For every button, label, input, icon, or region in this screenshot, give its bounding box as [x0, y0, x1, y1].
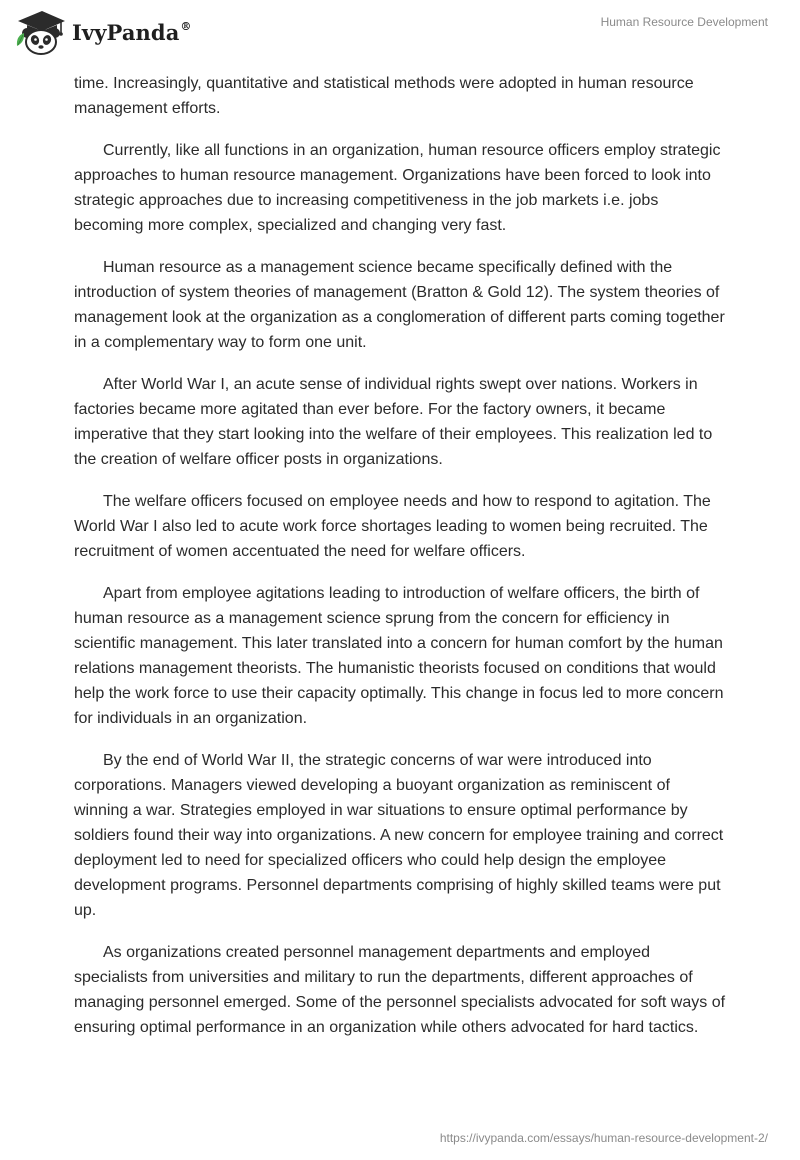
paragraph: Currently, like all functions in an organization, human resource officers employ strategic approaches to human resource management. Organizations have been forced to look into strategic approaches due to increasing competitiveness in the job markets i.e. jobs becoming more complex, specialized and changing very fast. [74, 142, 721, 234]
registered-mark: ® [180, 19, 192, 33]
essay-body [74, 71, 726, 1057]
paragraph: The welfare officers focused on employee needs and how to respond to agitation. The World War I also led to acute work force shortages leading to women being recruited. The recruitment of women accentuated the need for welfare officers. [74, 493, 711, 560]
running-title: Human Resource Development [600, 15, 768, 29]
logo-text: IvyPanda® [72, 19, 192, 45]
paragraph: As organizations created personnel management departments and employed specialists from universities and military to run the departments, different approaches of managing personnel emerged. Some of the personnel specialists advocated for soft ways of ensuring optimal performance in an organization while others advocated for hard tactics. [74, 944, 726, 1036]
paragraph: time. Increasingly, quantitative and statistical methods were adopted in human resource management efforts. [74, 75, 694, 117]
paragraph: Human resource as a management science became specifically defined with the introduction of system theories of management (Bratton & Gold 12). The system theories of management look at the organization as a conglomeration of different parts coming together in a complementary way to form one unit. [74, 259, 725, 351]
paragraph: After World War I, an acute sense of individual rights swept over nations. Workers in factories became more agitated than ever before. For the factory owners, it became imperative that they start looking into the welfare of their employees. This realization led to the creation of welfare officer posts in organizations. [74, 376, 713, 468]
source-url-link[interactable]: https://ivypanda.com/essays/human-resource-development-2/ [439, 1131, 768, 1145]
panda-logo-icon [14, 6, 66, 58]
paragraph: Apart from employee agitations leading to introduction of welfare officers, the birth of human resource as a management science sprung from the concern for efficiency in scientific management. This later translated into a concern for human comfort by the human relations management theorists. The humanistic theorists focused on conditions that would help the work force to use their capacity optimally. This change in focus led to more concern for individuals in an organization. [74, 585, 724, 727]
paragraph: By the end of World War II, the strategic concerns of war were introduced into corporations. Managers viewed developing a buoyant organization as reminiscent of winning a war. Strategies employed in war situations to ensure optimal performance by soldiers found their way into organizations. A new concern for employee training and correct deployment led to need for specialized officers who could help design the employee development programs. Personnel departments comprising of highly skilled teams were put up. [74, 752, 724, 919]
ivypanda-logo-link[interactable] [14, 6, 192, 58]
page-header [0, 0, 800, 72]
